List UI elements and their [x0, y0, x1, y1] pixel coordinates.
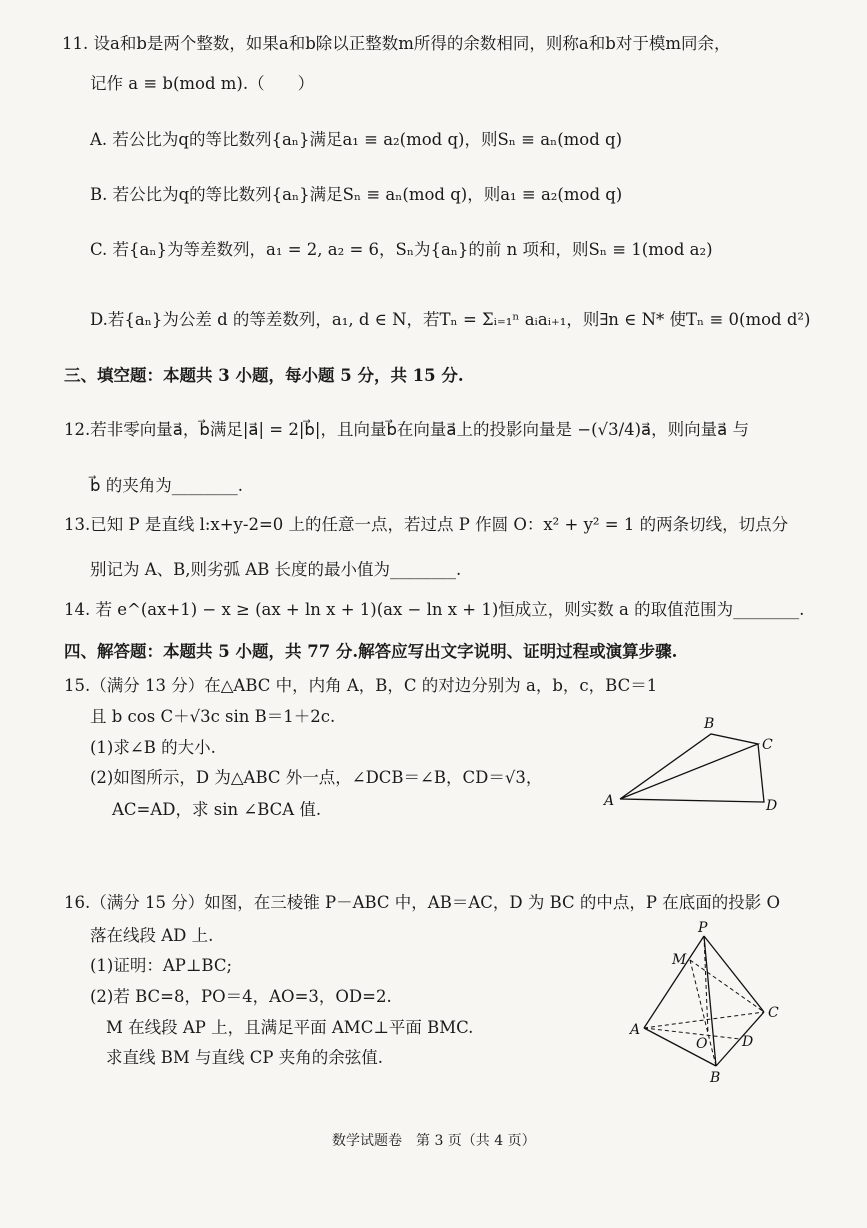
q15-part2b: AC=AD，求 sin ∠BCA 值. [112, 800, 322, 819]
q11-option-d: D.若{aₙ}为公差 d 的等差数列，a₁, d ∈ N，若Tₙ = Σᵢ₌₁ⁿ aᵢaᵢ₊₁，则∃n ∈ N* 使Tₙ ≡ 0(mod d²) [90, 310, 811, 329]
q16-label-o: O [696, 1036, 708, 1052]
q12-line2: b⃗ 的夹角为________. [90, 476, 243, 495]
q16-part2b: M 在线段 AP 上，且满足平面 AMC⊥平面 BMC. [106, 1018, 474, 1037]
page-footer: 数学试题卷 第 3 页（共 4 页） [332, 1133, 536, 1149]
q15-label-d: D [766, 798, 778, 814]
q11-line1: 11. 设a和b是两个整数，如果a和b除以正整数m所得的余数相同，则称a和b对于模m同余， [62, 34, 731, 53]
q16-label-b: B [710, 1070, 721, 1086]
q11-option-b: B. 若公比为q的等比数列{aₙ}满足Sₙ ≡ aₙ(mod q)，则a₁ ≡ a₂(mod q) [90, 185, 623, 204]
q11-option-c: C. 若{aₙ}为等差数列，a₁ = 2, a₂ = 6，Sₙ为{aₙ}的前 n 项和，则Sₙ ≡ 1(mod a₂) [90, 240, 713, 259]
q16-label-m: M [672, 952, 687, 968]
q15-part1: (1)求∠B 的大小. [90, 738, 216, 757]
q15-triangle-figure [596, 712, 796, 822]
section-4-heading: 四、解答题：本题共 5 小题，共 77 分.解答应写出文字说明、证明过程或演算步骤. [64, 642, 678, 661]
q15-label-c: C [762, 737, 773, 753]
q16-part2c: 求直线 BM 与直线 CP 夹角的余弦值. [106, 1048, 383, 1067]
q16-label-p: P [698, 920, 708, 936]
section-3-heading: 三、填空题：本题共 3 小题，每小题 5 分，共 15 分. [64, 366, 464, 385]
q11-line2: 记作 a ≡ b(mod m).（ ） [90, 74, 315, 93]
q16-line2: 落在线段 AD 上. [90, 926, 214, 945]
q13-line1: 13.已知 P 是直线 l:x+y-2=0 上的任意一点，若过点 P 作圆 O：x² + y² = 1 的两条切线，切点分 [64, 515, 789, 534]
q16-pyramid-figure [620, 920, 790, 1090]
q14-text: 14. 若 e^(ax+1) − x ≥ (ax + ln x + 1)(ax − ln x + 1)恒成立，则实数 a 的取值范围为________. [64, 600, 805, 619]
q16-label-c: C [768, 1005, 779, 1021]
q16-label-d: D [742, 1034, 754, 1050]
q16-part2: (2)若 BC=8，PO＝4，AO=3，OD=2. [90, 987, 392, 1006]
q12-line1: 12.若非零向量a⃗，b⃗满足|a⃗| = 2|b⃗|，且向量b⃗在向量a⃗上的投影向量是 −(√3/4)a⃗，则向量a⃗ 与 [64, 420, 750, 439]
q16-line1: 16.（满分 15 分）如图，在三棱锥 P－ABC 中，AB＝AC，D 为 BC 的中点，P 在底面的投影 O [64, 893, 781, 912]
q15-line1: 15.（满分 13 分）在△ABC 中，内角 A，B，C 的对边分别为 a，b，c，BC＝1 [64, 676, 658, 695]
q16-label-a: A [630, 1022, 641, 1038]
q11-option-a: A. 若公比为q的等比数列{aₙ}满足a₁ ≡ a₂(mod q)，则Sₙ ≡ aₙ(mod q) [90, 130, 623, 149]
q15-part2: (2)如图所示，D 为△ABC 外一点，∠DCB＝∠B，CD＝√3， [90, 768, 543, 787]
q13-line2: 别记为 A、B,则劣弧 AB 长度的最小值为________. [90, 560, 462, 579]
q15-label-b: B [704, 716, 715, 732]
q15-line2: 且 b cos C＋√3c sin B＝1＋2c. [90, 707, 336, 726]
q16-part1: (1)证明：AP⊥BC; [90, 956, 233, 975]
q15-label-a: A [604, 793, 615, 809]
